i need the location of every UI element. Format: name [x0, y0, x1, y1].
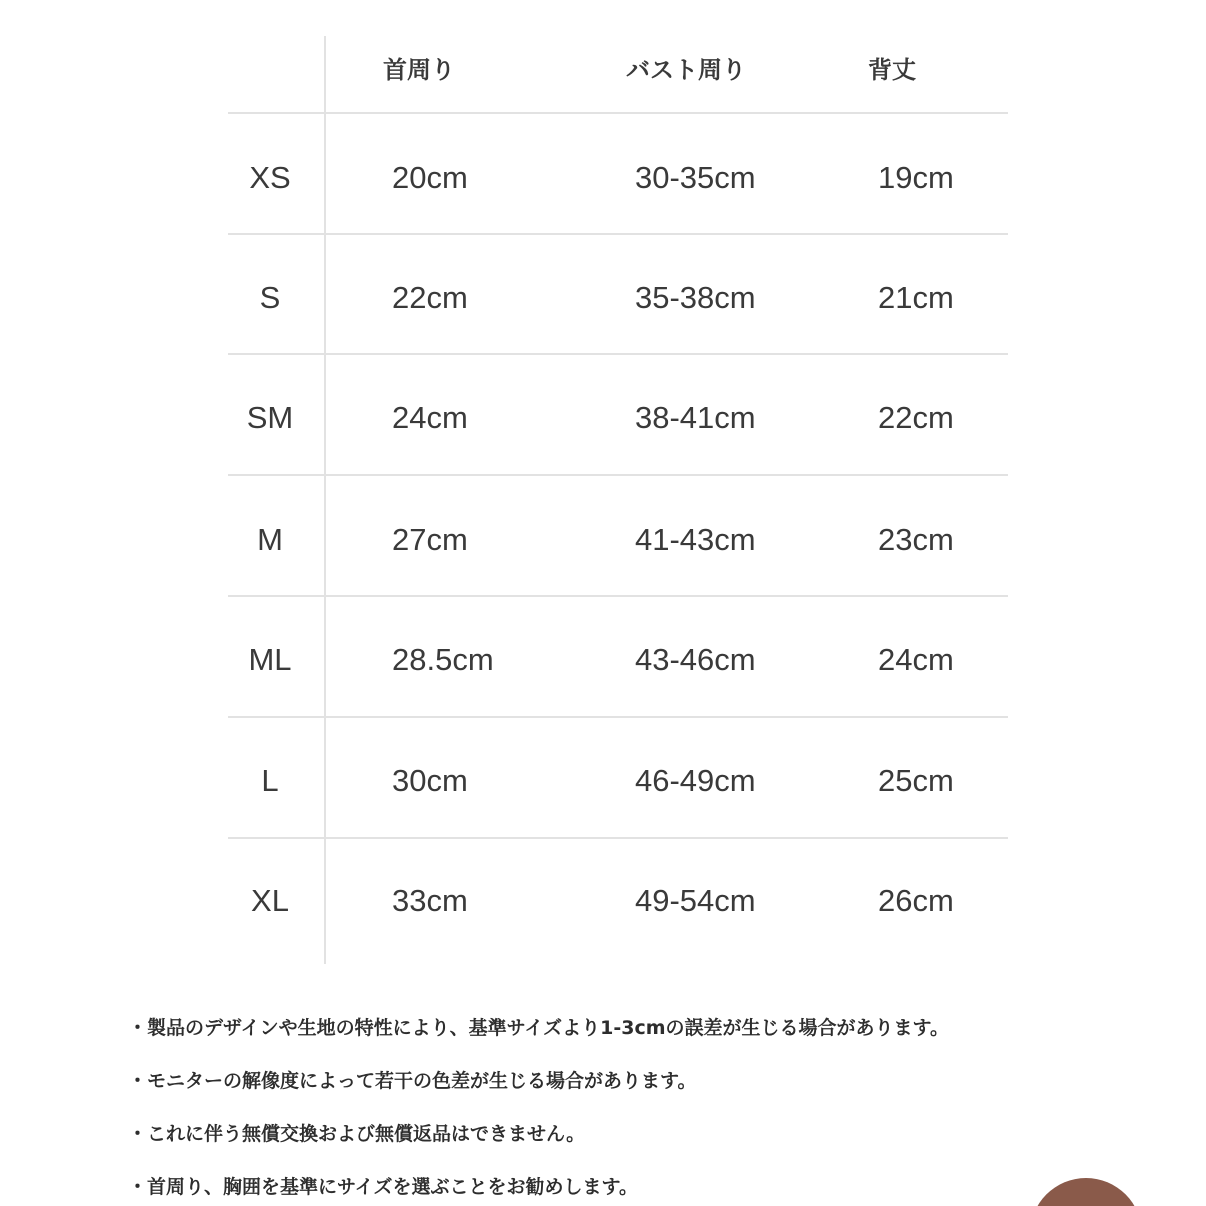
bust-value: 46-49cm — [635, 763, 756, 798]
bust-value: 43-46cm — [635, 642, 756, 677]
back-value: 22cm — [878, 400, 954, 435]
table-row — [228, 238, 1008, 358]
bust-value: 38-41cm — [635, 400, 756, 435]
row-divider — [228, 112, 1008, 114]
header-back: 背丈 — [868, 56, 916, 84]
back-value: 19cm — [878, 160, 954, 195]
neck-value: 33cm — [392, 883, 468, 918]
back-value: 26cm — [878, 883, 954, 918]
bust-value: 49-54cm — [635, 883, 756, 918]
neck-value: 22cm — [392, 280, 468, 315]
neck-value: 27cm — [392, 522, 468, 557]
size-label: XL — [251, 883, 289, 918]
size-chart-table — [228, 36, 1008, 964]
size-label: L — [261, 763, 279, 798]
note-text: ・製品のデザインや生地の特性により、基準サイズより1-3cmの誤差が生じる場合があります。 — [128, 1017, 950, 1039]
table-row — [228, 480, 1008, 600]
note-text: ・首周り、胸囲を基準にサイズを選ぶことをお勧めします。 — [128, 1176, 638, 1198]
table-row — [228, 721, 1008, 841]
table-row — [228, 841, 1008, 961]
neck-value: 28.5cm — [392, 642, 494, 677]
back-value: 21cm — [878, 280, 954, 315]
size-label: M — [257, 522, 283, 557]
note-text: ・モニターの解像度によって若干の色差が生じる場合があります。 — [128, 1070, 697, 1092]
size-label: XS — [249, 160, 291, 195]
back-value: 24cm — [878, 642, 954, 677]
decorative-circle — [1030, 1178, 1142, 1206]
size-label: S — [259, 280, 281, 315]
table-row — [228, 600, 1008, 720]
bust-value: 35-38cm — [635, 280, 756, 315]
table-row — [228, 118, 1008, 238]
neck-value: 30cm — [392, 763, 468, 798]
bust-value: 30-35cm — [635, 160, 756, 195]
neck-value: 20cm — [392, 160, 468, 195]
neck-value: 24cm — [392, 400, 468, 435]
header-bust: バスト周り — [626, 56, 746, 84]
header-neck: 首周り — [383, 56, 455, 84]
back-value: 23cm — [878, 522, 954, 557]
bust-value: 41-43cm — [635, 522, 756, 557]
size-label: ML — [248, 642, 292, 677]
size-label: SM — [246, 400, 294, 435]
back-value: 25cm — [878, 763, 954, 798]
note-text: ・これに伴う無償交換および無償返品はできません。 — [128, 1123, 586, 1145]
table-row — [228, 358, 1008, 478]
